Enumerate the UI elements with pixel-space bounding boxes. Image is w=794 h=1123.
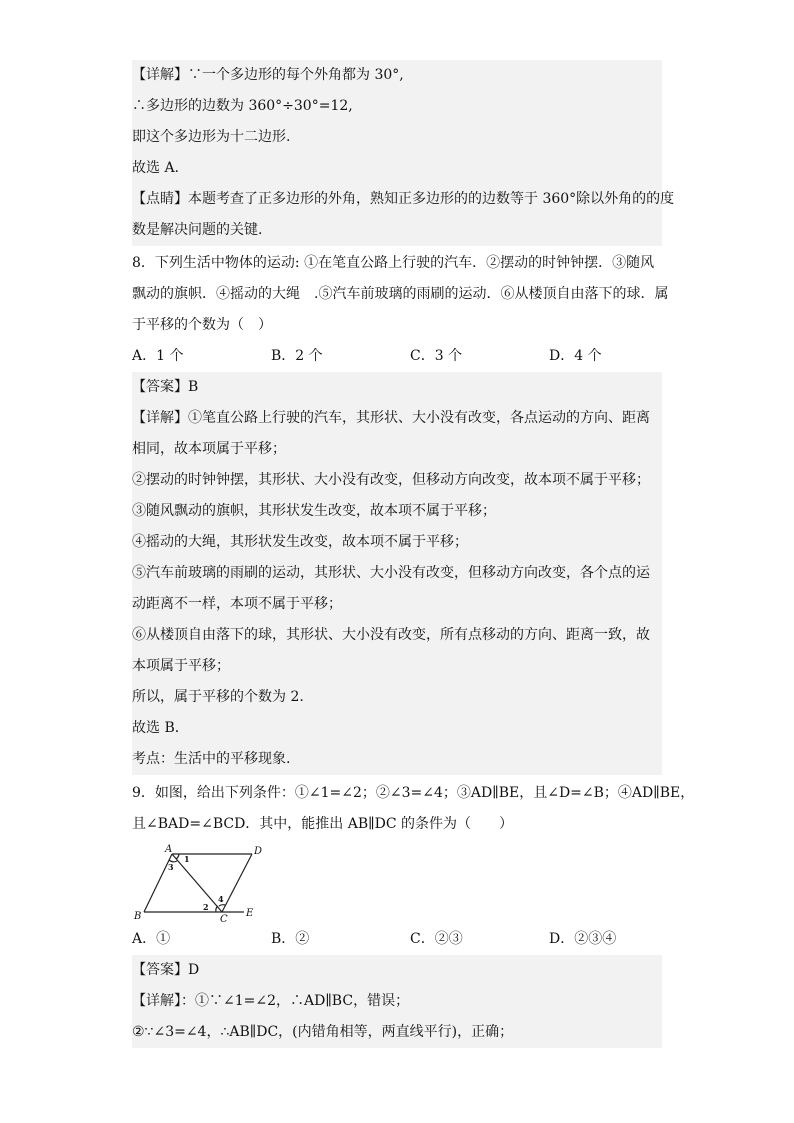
q9-option-b: B．②	[271, 931, 310, 947]
q8-option-b: B．2 个	[271, 348, 323, 364]
point-label-a: A	[165, 844, 173, 855]
q8-solution-line: 【详解】①笔直公路上行驶的汽车，其形状、大小没有改变，各点运动的方向、距离	[132, 403, 662, 434]
segment-ac	[172, 854, 222, 912]
q8-option-a: A．1 个	[132, 348, 184, 364]
q7-solution-line: 【详解】∵一个多边形的每个外角都为 30°,	[132, 60, 662, 91]
q8-solution-line: 本项属于平移；	[132, 651, 662, 682]
q8-solution-line: ⑤汽车前玻璃的雨刷的运动，其形状、大小没有改变，但移动方向改变，各个点的运	[132, 558, 662, 589]
q8-stem-line: 于平移的个数为（ ）	[132, 317, 272, 333]
q7-solution-line: 故选 A.	[132, 153, 662, 184]
q9-solution-line: 【详解】：①∵∠1=∠2，∴AD∥BC，错误；	[132, 986, 662, 1017]
q8-solution-line: 故选 B．	[132, 713, 662, 744]
q8-option-d: D．4 个	[549, 348, 602, 364]
q8-solution-line: ③随风飘动的旗帜，其形状发生改变，故本项不属于平移；	[132, 496, 662, 527]
point-label-e: E	[246, 908, 254, 919]
angle-arc-1	[176, 854, 179, 859]
q7-comment-line: 数是解决问题的关键.	[132, 215, 662, 246]
point-label-c: C	[220, 914, 228, 922]
q8-solution-line: 考点：生活中的平移现象.	[132, 744, 662, 775]
q8-solution-line: 动距离不一样，本项不属于平移；	[132, 589, 662, 620]
q9-stem-line: 9．如图，给出下列条件：①∠1=∠2；②∠3=∠4；③AD∥BE，且∠D=∠B；④AD∥BE，	[132, 785, 695, 801]
q7-comment-line: 【点睛】本题考查了正多边形的外角，熟知正多边形的的边数等于 360°除以外角的的度	[132, 184, 662, 215]
q9-option-a: A．①	[132, 931, 171, 947]
point-label-b: B	[134, 911, 142, 922]
angle-label-1: 1	[184, 854, 190, 864]
q8-stem-line: 8．下列生活中物体的运动: ①在笔直公路上行驶的汽车．②摆动的时钟钟摆．③随风	[132, 255, 655, 271]
angle-arc-4	[219, 905, 225, 906]
q9-answer: 【答案】D	[132, 955, 662, 986]
q8-solution-line: 相同，故本项属于平移；	[132, 434, 662, 465]
point-label-d: D	[254, 846, 262, 857]
angle-label-3: 3	[168, 862, 174, 872]
q8-solution-line: ②摆动的时钟钟摆，其形状、大小没有改变，但移动方向改变，故本项不属于平移；	[132, 465, 662, 496]
angle-label-2: 2	[203, 902, 209, 912]
q8-solution-line: ④摇动的大绳，其形状发生改变，故本项不属于平移；	[132, 527, 662, 558]
q7-solution-line: 即这个多边形为十二边形.	[132, 122, 662, 153]
q8-solution-line: ⑥从楼顶自由落下的球，其形状、大小没有改变，所有点移动的方向、距离一致，故	[132, 620, 662, 651]
segment-dc	[222, 854, 252, 912]
q9-option-c: C．②③	[410, 931, 463, 947]
q9-stem-line: 且∠BAD=∠BCD．其中，能推出 AB∥DC 的条件为（ ）	[132, 816, 513, 832]
q9-solution-line: ②∵∠3=∠4，∴AB∥DC，(内错角相等，两直线平行)，正确；	[132, 1017, 662, 1048]
q8-stem-line: 飘动的旗帜．④摇动的大绳 .⑤汽车前玻璃的雨刷的运动．⑥从楼顶自由落下的球．属	[132, 286, 669, 302]
q9-geometry-figure	[132, 842, 262, 922]
angle-arc-2	[216, 906, 218, 912]
q8-option-c: C．3 个	[410, 348, 463, 364]
q9-option-d: D．②③④	[549, 931, 617, 947]
q7-solution-line: ∴多边形的边数为 360°÷30°=12,	[132, 91, 662, 122]
q8-answer: 【答案】B	[132, 372, 662, 403]
q8-solution-line: 所以，属于平移的个数为 2.	[132, 682, 662, 713]
angle-label-4: 4	[218, 894, 224, 904]
